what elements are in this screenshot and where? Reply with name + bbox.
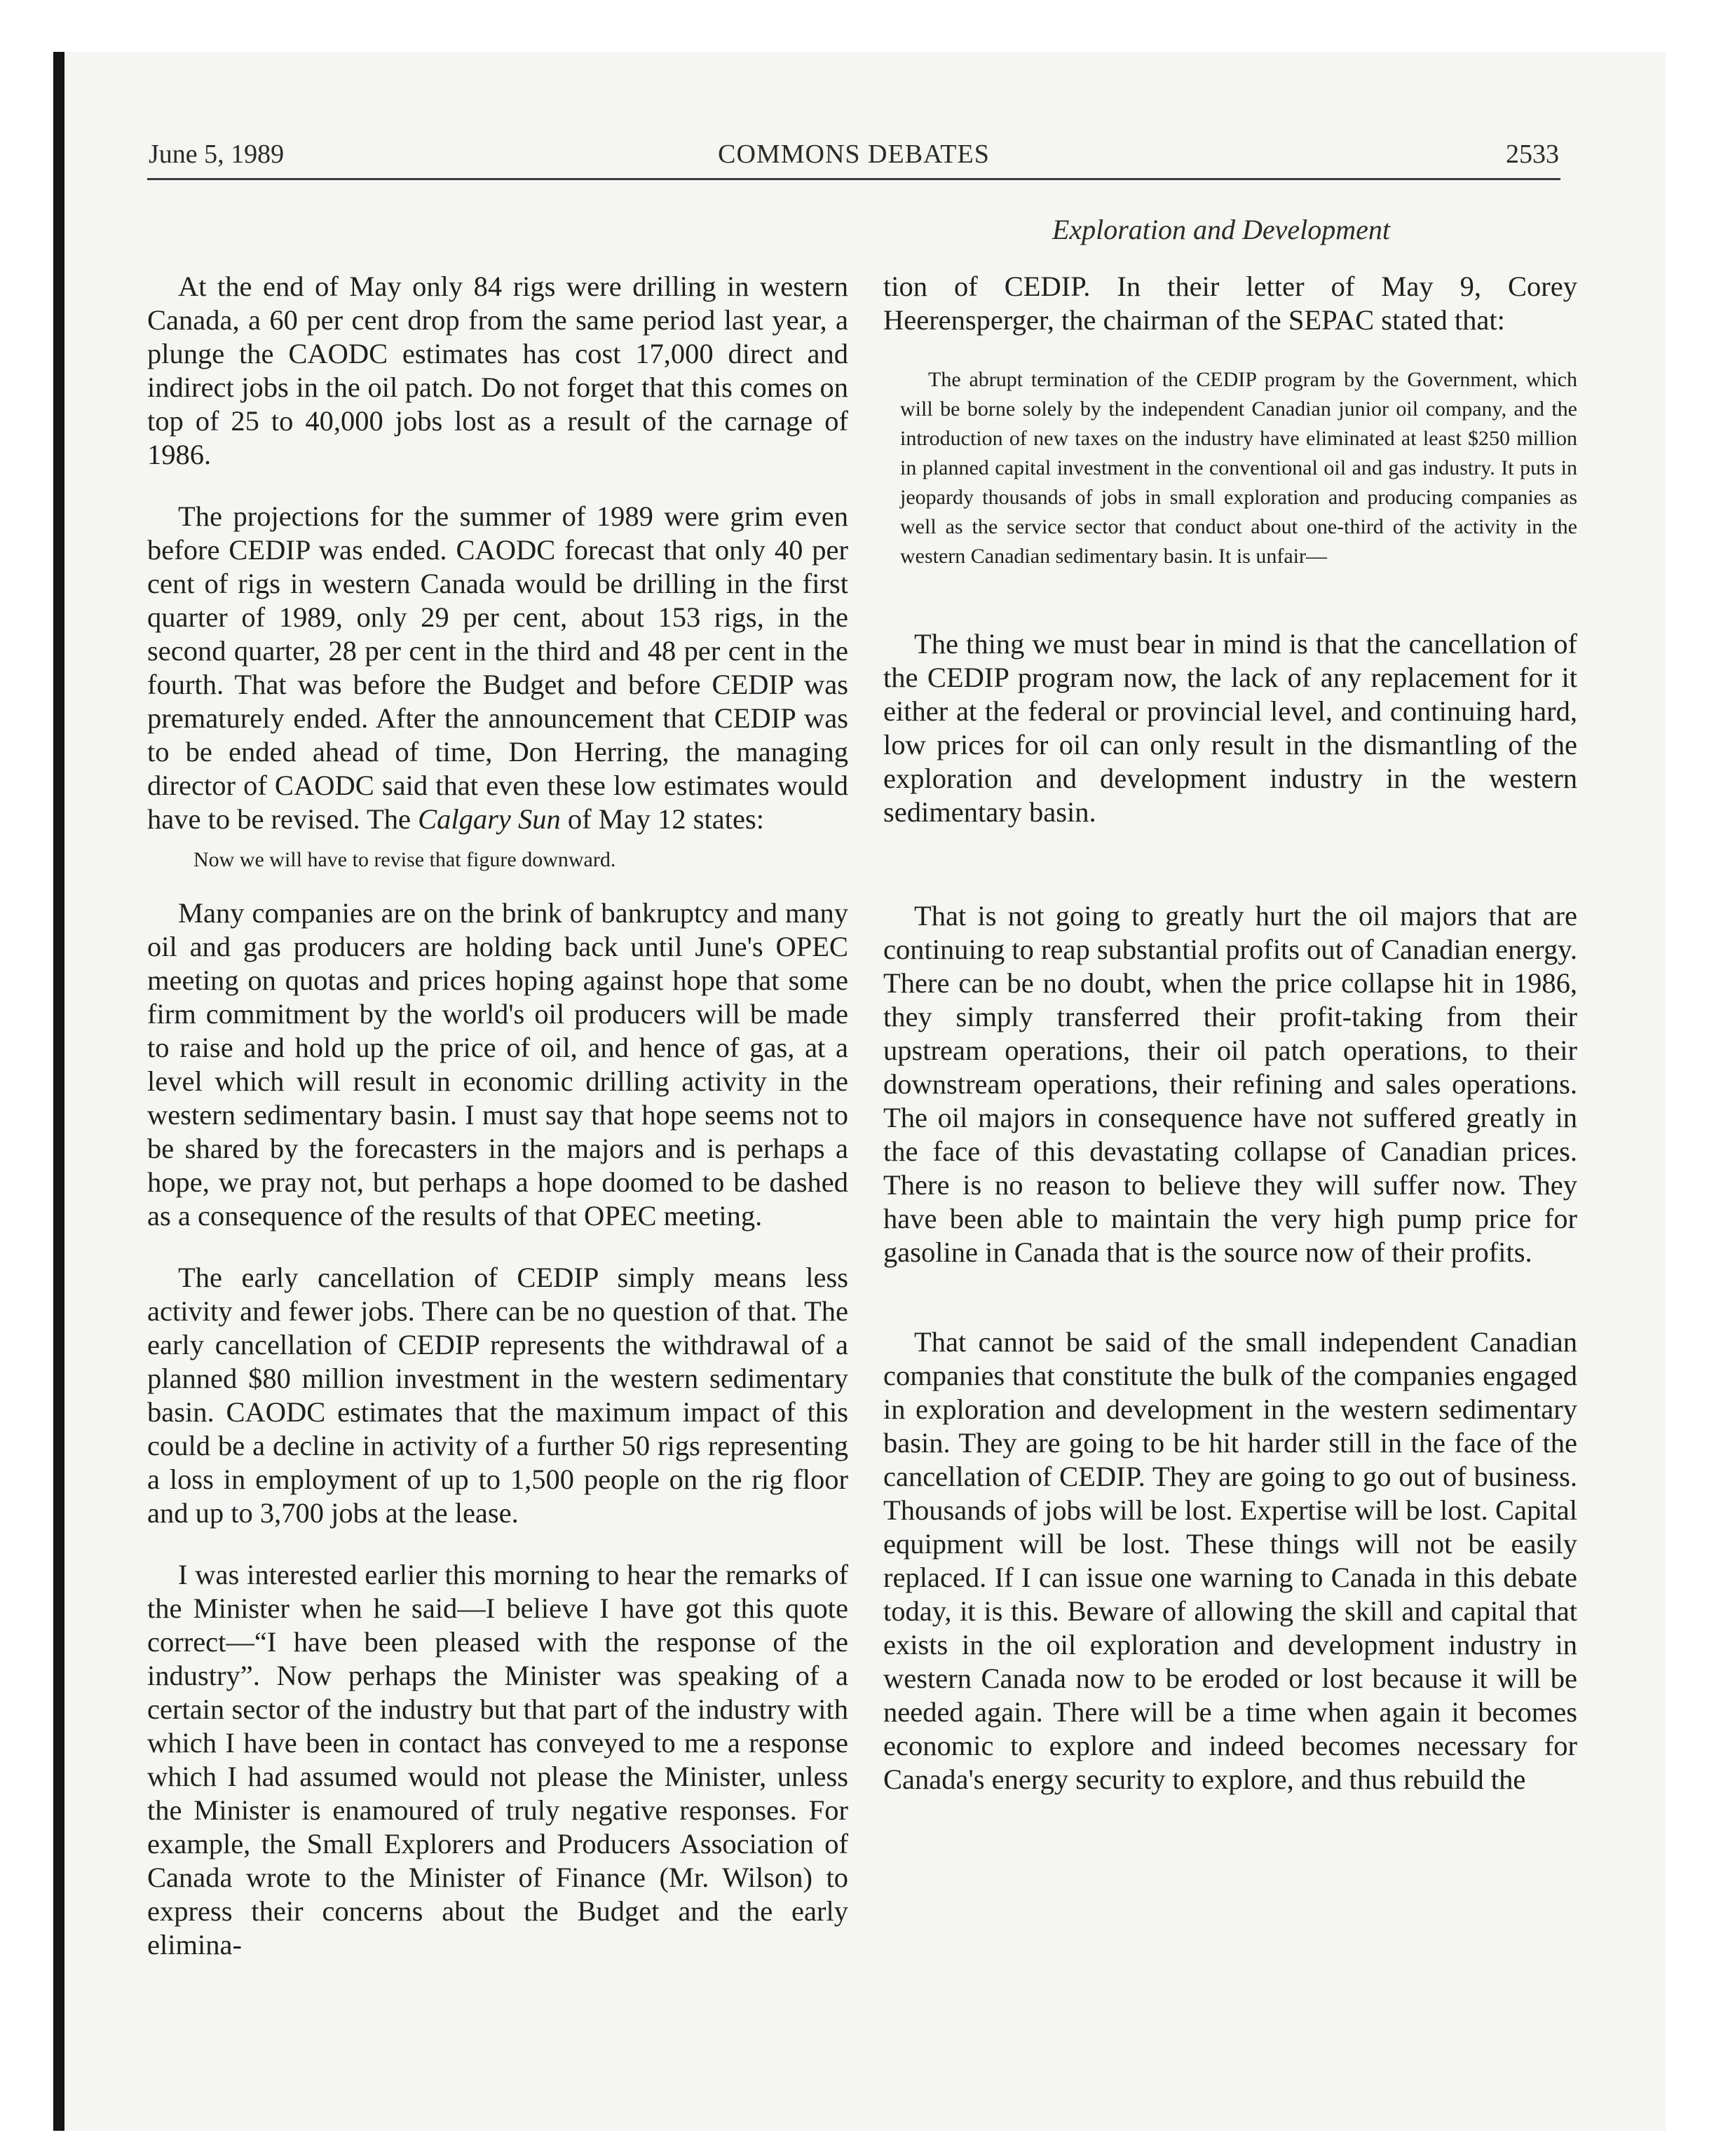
page-number: 2533: [1506, 139, 1559, 169]
paragraph-continued: tion of CEDIP. In their letter of May 9, Corey Heerensperger, the chairman of the SEPAC stated that:: [883, 271, 1577, 336]
paragraph-text: The projections for the summer of 1989 were grim even before CEDIP was ended. CAODC forecast that only 40 per cent of rigs in western Canada would be drilling in the first quarter of 1989, only 29 per cent, about 153 rigs, in the second quarter, 28 per cent in the third and 48 per cent in the fourth. That was before the Budget and before CEDIP was prematurely ended. After the announcement that CEDIP was to be ended ahead of time, Don Herring, the managing director of CAODC said that even these low estimates would have to be revised. The: [147, 500, 848, 835]
block-quotation: The abrupt termination of the CEDIP program by the Government, which will be borne solely by the independent Canadian junior oil company, and the introduction of new taxes on the industry have eliminated at least $250 million in planned capital investment in the conventional oil and gas industry. It puts in jeopardy thousands of jobs in small exploration and producing companies as well as the service sector that conduct about one-third of the activity in the western Canadian sedimentary basin. It is unfair—: [900, 368, 1577, 568]
quotation: Now we will have to revise that figure downward.: [193, 848, 616, 871]
paragraph: [147, 500, 848, 836]
paragraph: The early cancellation of CEDIP simply means less activity and fewer jobs. There can be no question of that. The early cancellation of CEDIP represents the withdrawal of a planned $80 million investment in the western sedimentary basin. CAODC estimates that the maximum impact of this could be a decline in activity of a further 50 rigs representing a loss in employment of up to 1,500 people on the rig floor and up to 3,700 jobs at the lease.: [147, 1262, 848, 1529]
binding-edge: [53, 52, 64, 2131]
paragraph: That cannot be said of the small independent Canadian companies that constitute the bulk of the companies engaged in exploration and development in the western sedimentary basin. They are going to be hit harder still in the face of the cancellation of CEDIP. They are going to go out of business. Thousands of jobs will be lost. Expertise will be lost. Capital equipment will be lost. These things will not be easily replaced. If I can issue one warning to Canada in this debate today, it is this. Beware of allowing the skill and capital that exists in the oil exploration and development industry in western Canada now to be eroded or lost because it will be needed again. There will be a time when again it becomes economic to explore and indeed becomes necessary for Canada's energy security to explore, and thus rebuild the: [883, 1326, 1577, 1795]
paragraph: I was interested earlier this morning to hear the remarks of the Minister when he said—I believe I have got this quote correct—“I have been pleased with the response of the industry”. Now perhaps the Minister was speaking of a certain sector of the industry but that part of the industry with which I have been in contact has conveyed to me a response which I had assumed would not please the Minister, unless the Minister is enamoured of truly negative responses. For example, the Small Explorers and Producers Association of Canada wrote to the Minister of Finance (Mr. Wilson) to express their concerns about the Budget and the early elimina-: [147, 1559, 848, 1960]
paragraph: That is not going to greatly hurt the oil majors that are continuing to reap substantial profits out of Canadian energy. There can be no doubt, when the price collapse hit in 1986, they simply transferred their profit-taking from their upstream operations, their oil patch operations, to their downstream operations, their refining and sales operations. The oil majors in consequence have not suffered greatly in the face of this devastating collapse of Canadian prices. There is no reason to believe they will suffer now. They have been able to maintain the very high pump price for gasoline in Canada that is the source now of their profits.: [883, 900, 1577, 1268]
paragraph: Many companies are on the brink of bankruptcy and many oil and gas producers are holding back until June's OPEC meeting on quotas and prices hoping against hope that some firm commitment by the world's oil producers will be made to raise and hold up the price of oil, and hence of gas, at a level which will result in economic drilling activity in the western sedimentary basin. I must say that hope seems not to be shared by the forecasters in the majors and is perhaps a hope, we pray not, but perhaps a hope doomed to be dashed as a consequence of the results of that OPEC meeting.: [147, 897, 848, 1231]
header-rule: [147, 178, 1560, 180]
section-heading: Exploration and Development: [1052, 214, 1391, 245]
header-date: June 5, 1989: [149, 139, 285, 169]
paragraph: The thing we must bear in mind is that the cancellation of the CEDIP program now, the lack of any replacement for it either at the federal or provincial level, and continuing hard, low prices for oil can only result in the dismantling of the exploration and development industry in the western sedimentary basin.: [883, 628, 1577, 828]
newspaper-title: Calgary Sun: [418, 803, 561, 835]
paragraph-text: of May 12 states:: [567, 803, 764, 835]
page-header: [149, 139, 1559, 177]
header-title: COMMONS DEBATES: [718, 139, 990, 169]
paragraph: At the end of May only 84 rigs were drilling in western Canada, a 60 per cent drop from the same period last year, a plunge the CAODC estimates has cost 17,000 direct and indirect jobs in the oil patch. Do not forget that this comes on top of 25 to 40,000 jobs lost as a result of the carnage of 1986.: [147, 271, 848, 470]
right-column: [883, 270, 1577, 1824]
left-column: [147, 270, 848, 1990]
